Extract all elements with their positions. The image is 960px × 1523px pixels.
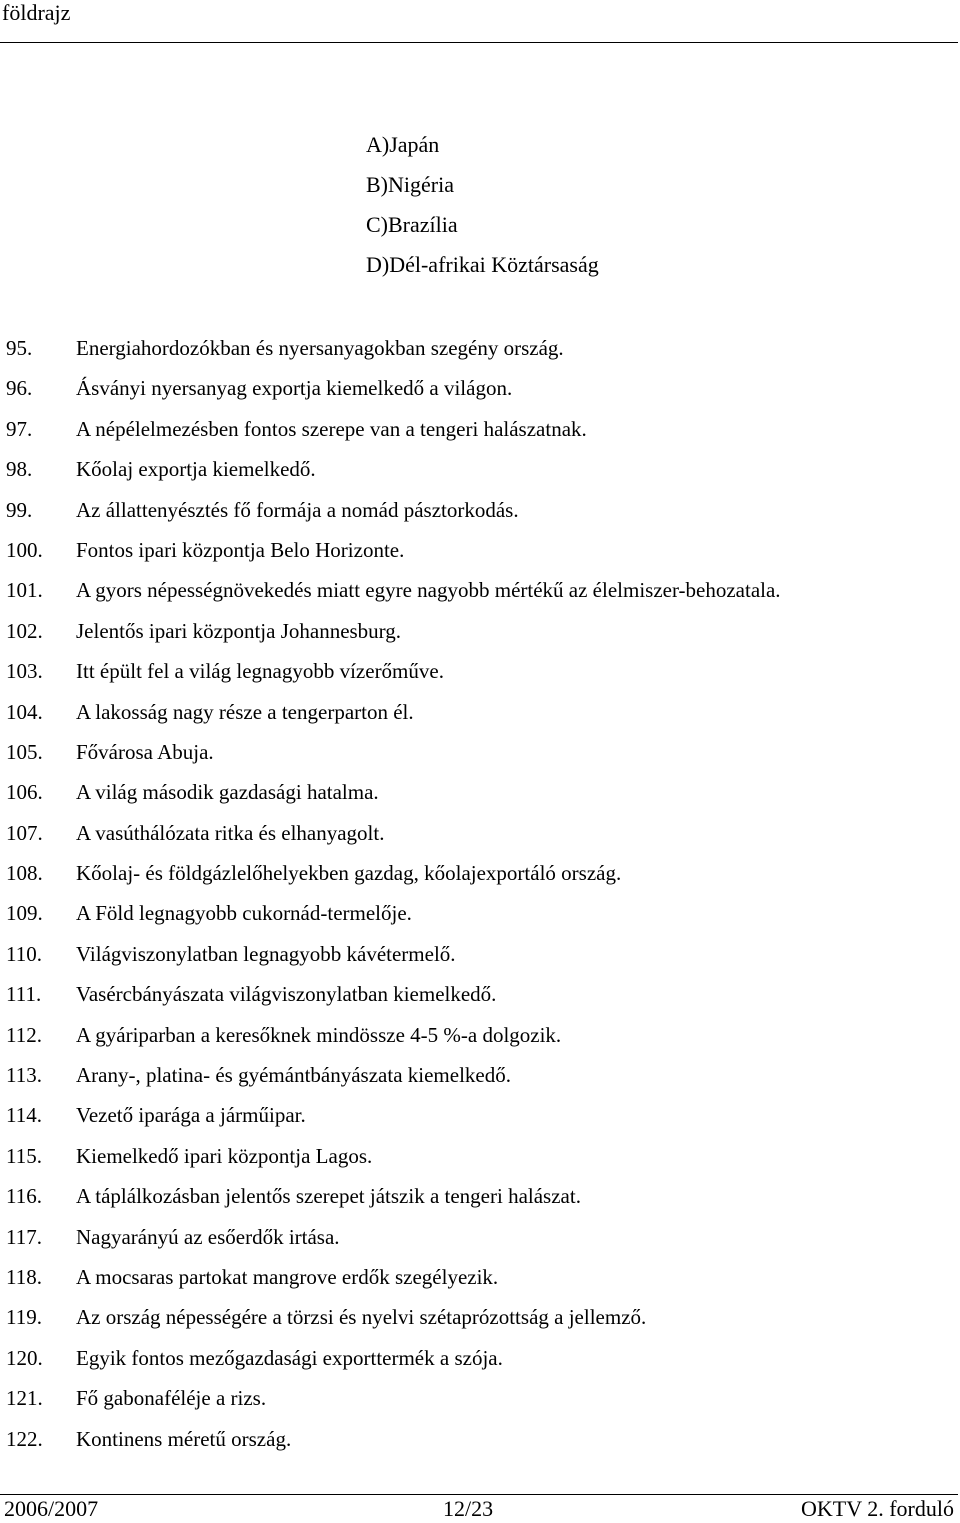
option-a — [366, 125, 599, 165]
question-text: Egyik fontos mezőgazdasági exporttermék a szója. — [76, 1345, 503, 1370]
question-item — [6, 449, 781, 489]
question-item — [6, 1217, 781, 1257]
footer-competition-round: OKTV 2. forduló — [801, 1496, 954, 1521]
option-text: Brazília — [388, 212, 458, 237]
option-letter: C) — [366, 212, 388, 237]
question-text: A Föld legnagyobb cukornád-termelője. — [76, 901, 412, 926]
question-number: 99. — [6, 497, 33, 522]
question-text: Arany-, platina- és gyémántbányászata kiemelkedő. — [76, 1063, 511, 1088]
question-list — [6, 328, 781, 1459]
answer-options-list — [366, 125, 599, 285]
question-text: Kőolaj- és földgázlelőhelyekben gazdag, kőolajexportáló ország. — [76, 861, 622, 886]
question-item — [6, 1338, 781, 1378]
question-item — [6, 1015, 781, 1055]
question-text: A világ második gazdasági hatalma. — [76, 780, 379, 805]
question-text: A népélelmezésben fontos szerepe van a tengeri halászatnak. — [76, 416, 587, 441]
question-item — [6, 853, 781, 893]
question-text: Világviszonylatban legnagyobb kávétermelő. — [76, 941, 456, 966]
question-item — [6, 1136, 781, 1176]
question-number: 110. — [6, 941, 42, 966]
question-number: 102. — [6, 618, 43, 643]
question-text: Kiemelkedő ipari központja Lagos. — [76, 1143, 373, 1168]
question-item — [6, 692, 781, 732]
question-text: Jelentős ipari központja Johannesburg. — [76, 618, 402, 643]
question-number: 101. — [6, 578, 43, 603]
question-text: A gyáriparban a keresőknek mindössze 4-5 %-a dolgozik. — [76, 1022, 562, 1047]
question-number: 95. — [6, 336, 33, 360]
question-text: Az állattenyésztés fő formája a nomád pásztorkodás. — [76, 497, 519, 522]
question-text: Vasércbányászata világviszonylatban kiemelkedő. — [76, 982, 497, 1007]
question-item — [6, 1378, 781, 1418]
question-text: Az ország népességére a törzsi és nyelvi szétaprózottság a jellemző. — [76, 1305, 647, 1330]
question-item — [6, 1257, 781, 1297]
question-number: 115. — [6, 1143, 42, 1168]
question-item — [6, 1095, 781, 1135]
question-text: A gyors népességnövekedés miatt egyre nagyobb mértékű az élelmiszer-behozatala. — [76, 578, 781, 603]
question-text: Energiahordozókban és nyersanyagokban szegény ország. — [76, 336, 564, 360]
footer-divider — [0, 1494, 958, 1495]
question-item — [6, 934, 781, 974]
question-text: A lakosság nagy része a tengerparton él. — [76, 699, 414, 724]
question-text: A mocsaras partokat mangrove erdők szegélyezik. — [76, 1264, 499, 1289]
option-letter: B) — [366, 172, 388, 197]
option-text: Dél-afrikai Köztársaság — [389, 252, 599, 277]
question-number: 114. — [6, 1103, 42, 1128]
question-text: A vasúthálózata ritka és elhanyagolt. — [76, 820, 385, 845]
question-text: Kontinens méretű ország. — [76, 1426, 292, 1451]
question-number: 103. — [6, 659, 43, 684]
question-number: 104. — [6, 699, 43, 724]
question-number: 106. — [6, 780, 43, 805]
question-item — [6, 732, 781, 772]
question-number: 118. — [6, 1264, 42, 1289]
question-number: 97. — [6, 416, 33, 441]
question-item — [6, 328, 781, 368]
question-item — [6, 1419, 781, 1459]
question-number: 100. — [6, 537, 43, 562]
question-number: 112. — [6, 1022, 42, 1047]
question-number: 119. — [6, 1305, 42, 1330]
option-c — [366, 205, 599, 245]
question-number: 109. — [6, 901, 43, 926]
question-text: Ásványi nyersanyag exportja kiemelkedő a világon. — [76, 376, 513, 401]
question-item — [6, 368, 781, 408]
page-footer — [0, 1494, 960, 1523]
question-number: 111. — [6, 982, 42, 1007]
option-text: Japán — [389, 132, 440, 157]
question-number: 96. — [6, 376, 33, 401]
question-number: 98. — [6, 457, 33, 482]
question-item — [6, 813, 781, 853]
footer-page-number: 12/23 — [443, 1496, 494, 1521]
option-letter: D) — [366, 252, 390, 277]
footer-school-year: 2006/2007 — [4, 1496, 99, 1521]
question-text: Itt épült fel a világ legnagyobb vízerőműve. — [76, 659, 444, 684]
question-number: 107. — [6, 820, 43, 845]
question-item — [6, 772, 781, 812]
question-number: 116. — [6, 1184, 42, 1209]
question-item — [6, 1297, 781, 1337]
question-item — [6, 490, 781, 530]
question-item — [6, 1176, 781, 1216]
question-text: Kőolaj exportja kiemelkedő. — [76, 457, 316, 482]
question-number: 113. — [6, 1063, 42, 1088]
option-text: Nigéria — [388, 172, 454, 197]
question-item — [6, 409, 781, 449]
question-item — [6, 611, 781, 651]
question-number: 105. — [6, 739, 43, 764]
question-text: A táplálkozásban jelentős szerepet játszik a tengeri halászat. — [76, 1184, 581, 1209]
question-item — [6, 974, 781, 1014]
page-header — [0, 0, 960, 44]
header-divider — [0, 42, 958, 43]
question-item — [6, 651, 781, 691]
question-number: 121. — [6, 1386, 43, 1411]
subject-title: földrajz — [2, 0, 71, 25]
question-number: 120. — [6, 1345, 43, 1370]
question-text: Fontos ipari központja Belo Horizonte. — [76, 537, 405, 562]
question-text: Vezető iparága a járműipar. — [76, 1103, 306, 1128]
question-item — [6, 893, 781, 933]
question-text: Fő gabonaféléje a rizs. — [76, 1386, 267, 1411]
question-item — [6, 530, 781, 570]
question-text: Fővárosa Abuja. — [76, 739, 214, 764]
option-b — [366, 165, 599, 205]
question-number: 117. — [6, 1224, 42, 1249]
question-item — [6, 1055, 781, 1095]
question-number: 122. — [6, 1426, 43, 1451]
question-number: 108. — [6, 861, 43, 886]
option-d — [366, 245, 599, 285]
question-text: Nagyarányú az esőerdők irtása. — [76, 1224, 340, 1249]
option-letter: A) — [366, 132, 390, 157]
question-item — [6, 570, 781, 610]
